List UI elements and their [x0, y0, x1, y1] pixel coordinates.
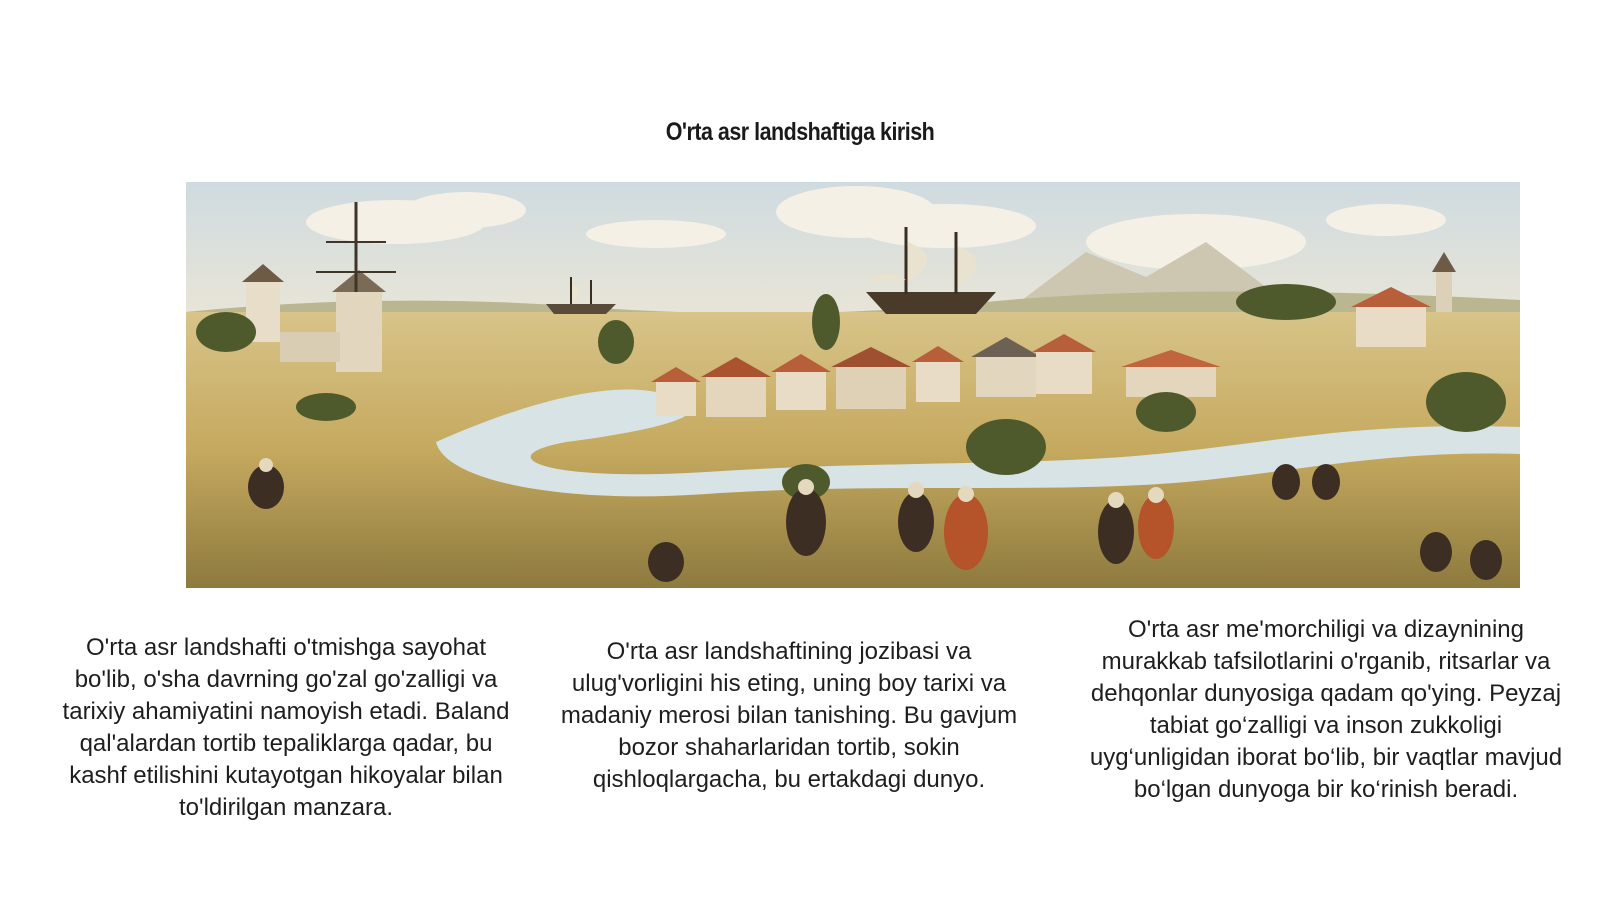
paragraph-right: O'rta asr me'morchiligi va dizaynining murakkab tafsilotlarini o'rganib, ritsarlar va dehqonlar dunyosiga qadam qo'ying. Peyzaj tabiat go‘zalligi va inson zukkoligi uyg‘unligidan iborat bo‘lib, bir vaqtlar mavjud bo‘lgan dunyoga bir ko‘rinish beradi.: [1089, 616, 1563, 803]
paragraph-middle: O'rta asr landshaftining jozibasi va ulug'vorligini his eting, uning boy tarixi va madaniy merosi bilan tanishing. Bu gavjum bozor shaharlaridan tortib, sokin qishloqlargacha, bu ertakdagi dunyo.: [560, 638, 1018, 793]
paragraph-left: O'rta asr landshafti o'tmishga sayohat bo'lib, o'sha davrning go'zal go'zalligi va tarixiy ahamiyatini namoyish etadi. Baland qal'alardan tortib tepaliklarga qadar, bu kashf etilishini kutayotgan hikoyalar bilan to'ldirilgan manzara.: [62, 634, 510, 821]
slide-title: O'rta asr landshaftiga kirish: [665, 118, 935, 146]
medieval-landscape-image: [186, 182, 1520, 588]
